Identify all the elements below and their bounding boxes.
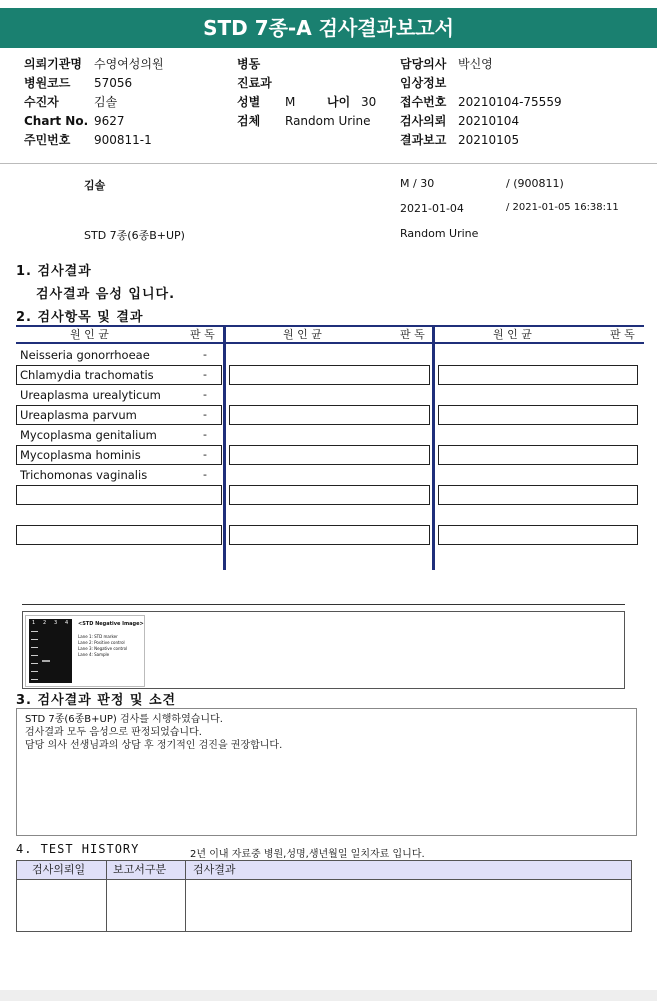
organism-name: Neisseria gonorrhoeae (20, 348, 150, 362)
section1-text: 검사결과 음성 입니다. (36, 287, 176, 302)
report-title: STD 7종-A 검사결과보고서 (0, 8, 657, 48)
info-column-3 (400, 55, 562, 150)
age-value: 30 (361, 95, 377, 109)
organism-result: - (203, 348, 207, 361)
gel-legend-item: Lane 2: Positive control (78, 640, 125, 645)
organism-name: Mycoplasma hominis (20, 448, 141, 462)
doctor-label: 담당의사 (400, 57, 447, 71)
row-box (438, 405, 638, 425)
row-box (16, 525, 222, 545)
table-top-rule (16, 325, 644, 327)
gel-top-rule (22, 604, 625, 605)
organism-name: Trichomonas vaginalis (20, 468, 148, 482)
gel-legend-item: Lane 3: Negative control (78, 646, 128, 651)
gel-legend-item: Lane 1: STD marker (78, 634, 118, 639)
row-box (229, 485, 430, 505)
col3-result-header: 판 독 (610, 328, 635, 341)
organism-name: Chlamydia trachomatis (20, 368, 154, 382)
clinical-label: 임상정보 (400, 76, 447, 90)
request-value: 20210104 (458, 114, 520, 128)
hospital-label: 의뢰기관명 (24, 57, 82, 71)
summary-test-name: STD 7종(6종B+UP) (84, 229, 185, 242)
opinion-line: 담당 의사 선생님과의 상담 후 정기적인 검진을 권장합니다. (25, 740, 283, 751)
request-label: 검사의뢰 (400, 114, 447, 128)
gel-lanes (29, 619, 72, 683)
history-col-result: 검사결과 (193, 863, 236, 876)
patient-value: 김솔 (94, 95, 118, 109)
info-column-1 (24, 55, 164, 150)
summary-specimen: Random Urine (400, 227, 479, 240)
opinion-line: 검사결과 모두 음성으로 판정되었습니다. (25, 727, 202, 738)
age-label: 나이 (327, 95, 351, 109)
summary-report-datetime: / 2021-01-05 16:38:11 (506, 202, 619, 213)
chart-label: Chart No. (24, 114, 89, 128)
history-col-report-type: 보고서구분 (113, 863, 167, 876)
marker-band (31, 679, 38, 680)
row-box (438, 365, 638, 385)
row-box (229, 365, 430, 385)
summary-name: 김솔 (84, 179, 106, 192)
specimen-value: Random Urine (285, 114, 371, 128)
history-header (16, 860, 632, 880)
section2-title: 2. 검사항목 및 결과 (16, 310, 144, 325)
gel-legend (78, 634, 127, 658)
col1-result-header: 판 독 (190, 328, 215, 341)
table-divider-2 (432, 326, 435, 570)
organism-name: Ureaplasma urealyticum (20, 388, 161, 402)
marker-band (31, 663, 38, 664)
row-box (229, 405, 430, 425)
opinion-box (16, 708, 637, 836)
row-box (16, 485, 222, 505)
code-label: 병원코드 (24, 76, 71, 90)
history-body (16, 880, 632, 932)
id-value: 900811-1 (94, 133, 152, 147)
section3-title: 3. 검사결과 판정 및 소견 (16, 693, 177, 708)
row-box (438, 525, 638, 545)
history-col-request-date: 검사의뢰일 (32, 863, 86, 876)
row-box (438, 445, 638, 465)
code-value: 57056 (94, 76, 133, 90)
row-box (229, 525, 430, 545)
specimen-label: 검체 (237, 114, 261, 128)
header-separator (0, 163, 657, 164)
table-header-rule (16, 342, 644, 344)
organism-result: - (203, 388, 207, 401)
summary-sex-age: M / 30 (400, 177, 435, 190)
sex-value: M (285, 95, 296, 109)
gel-image (25, 615, 145, 687)
summary-birth: / (900811) (506, 177, 564, 190)
patient-label: 수진자 (24, 95, 59, 109)
table-divider-1 (223, 326, 226, 570)
organism-result: - (203, 408, 207, 421)
receipt-value: 20210104-75559 (458, 95, 562, 109)
row-box (229, 445, 430, 465)
hospital-value: 수영여성의원 (94, 57, 164, 71)
footer-band (0, 990, 657, 1001)
lane-number: 2 (43, 620, 47, 626)
organism-result: - (203, 368, 207, 381)
marker-band (31, 647, 38, 648)
organism-result: - (203, 448, 207, 461)
section4-title: 4. TEST HISTORY (16, 842, 140, 856)
lane-number: 1 (32, 620, 36, 626)
gel-legend-item: Lane 4: Sample (78, 652, 110, 657)
lane-number: 4 (65, 620, 69, 626)
positive-band (42, 660, 50, 662)
ward-label: 병동 (237, 57, 261, 71)
organism-name: Ureaplasma parvum (20, 408, 137, 422)
section4-note: 2년 이내 자료중 병원,성명,생년월일 일치자료 입니다. (190, 849, 425, 860)
report-label: 결과보고 (400, 133, 447, 147)
summary-request-date: 2021-01-04 (400, 202, 464, 215)
opinion-line: STD 7종(6종B+UP) 검사를 시행하였습니다. (25, 714, 223, 725)
id-label: 주민번호 (24, 133, 71, 147)
organism-name: Mycoplasma genitalium (20, 428, 157, 442)
col1-organism-header: 원 인 균 (70, 328, 109, 341)
col2-organism-header: 원 인 균 (283, 328, 322, 341)
gel-title: <STD Negative Image> (78, 621, 144, 627)
receipt-label: 접수번호 (400, 95, 447, 109)
doctor-value: 박신영 (458, 57, 493, 71)
gel-image-frame (22, 611, 625, 689)
organism-result: - (203, 468, 207, 481)
sex-label: 성별 (237, 95, 261, 109)
marker-band (31, 671, 38, 672)
marker-band (31, 639, 38, 640)
report-value: 20210105 (458, 133, 520, 147)
chart-value: 9627 (94, 114, 125, 128)
marker-band (31, 631, 38, 632)
organism-result: - (203, 428, 207, 441)
col2-result-header: 판 독 (400, 328, 425, 341)
lane-number: 3 (54, 620, 58, 626)
history-col-divider (185, 860, 186, 932)
row-box (438, 485, 638, 505)
section1-title: 1. 검사결과 (16, 264, 92, 279)
dept-label: 진료과 (237, 76, 272, 90)
history-col-divider (106, 860, 107, 932)
col3-organism-header: 원 인 균 (493, 328, 532, 341)
marker-band (31, 655, 38, 656)
info-column-2 (237, 55, 376, 131)
